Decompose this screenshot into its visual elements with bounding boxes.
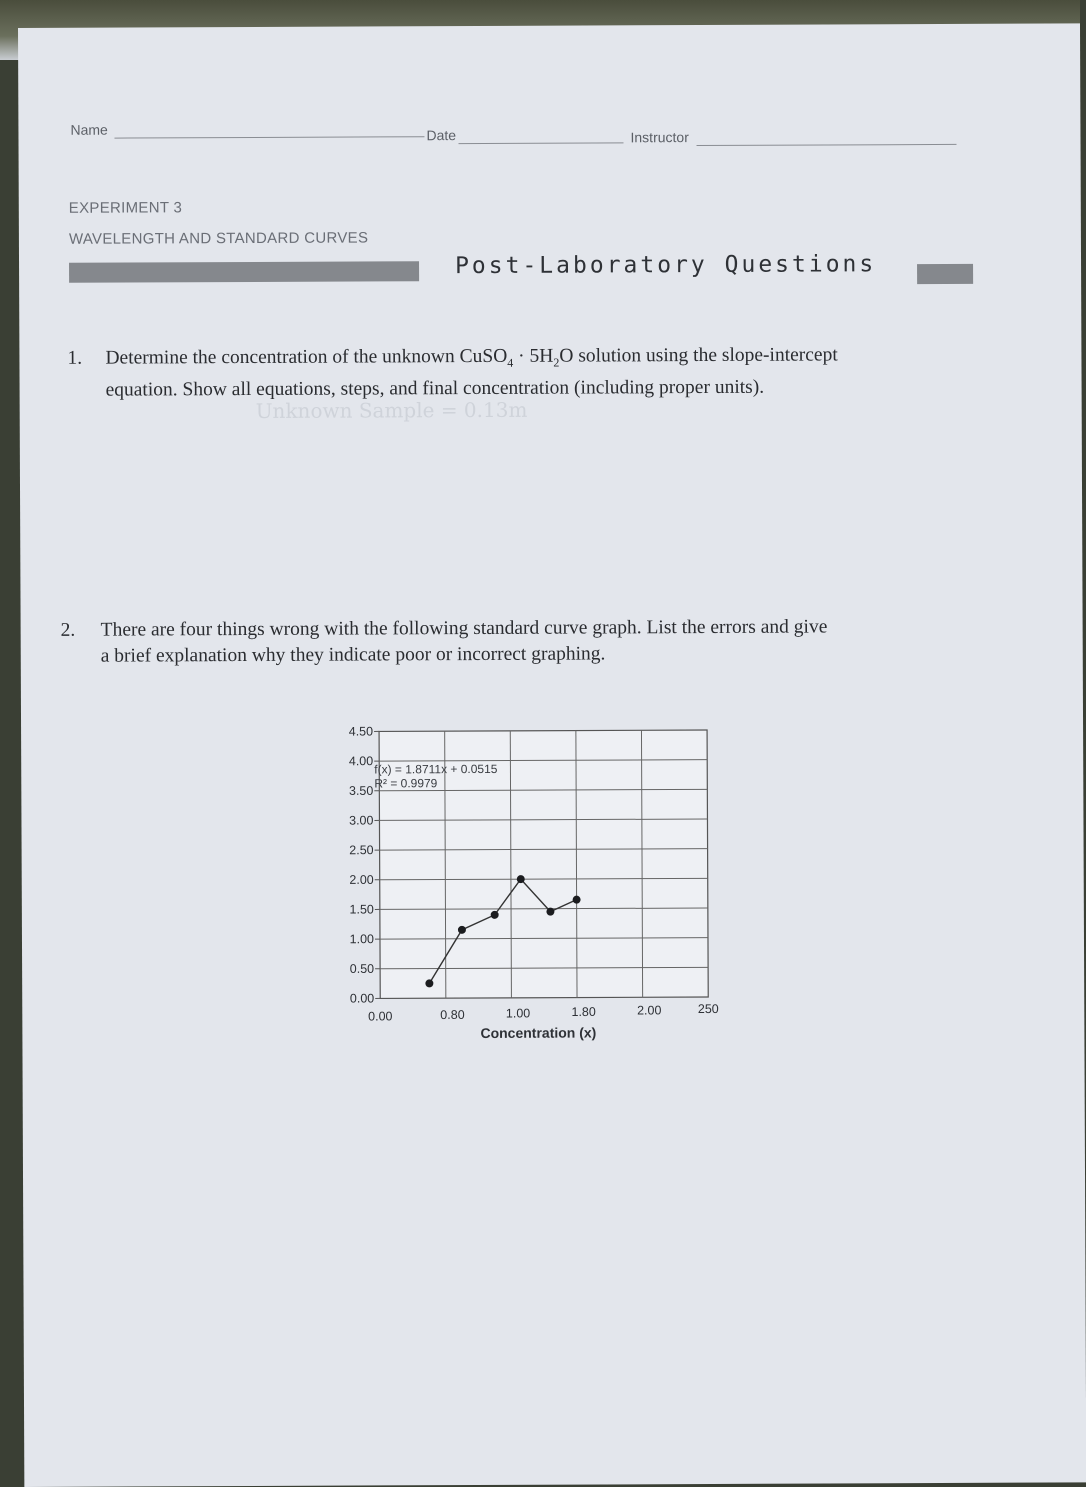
section-divider-bar-left	[69, 261, 419, 283]
x-tick-label: 1.80	[571, 1004, 596, 1019]
x-axis-label: Concentration (x)	[480, 1024, 597, 1041]
x-tick-label: 0.80	[440, 1007, 465, 1022]
data-point	[517, 875, 525, 883]
question-2-number: 2.	[60, 619, 76, 641]
y-tick-label: 0.50	[349, 961, 375, 976]
experiment-title: WAVELENGTH AND STANDARD CURVES	[68, 229, 369, 248]
x-tick-label: 1.00	[505, 1006, 531, 1021]
question-1-number: 1.	[67, 347, 83, 369]
y-tick-label: 1.00	[349, 932, 375, 947]
date-label: Date	[426, 127, 457, 144]
data-point	[573, 896, 581, 904]
experiment-number: EXPERIMENT 3	[68, 199, 183, 217]
data-point	[546, 908, 554, 916]
date-field-line[interactable]	[459, 142, 624, 144]
x-tick-label: 250	[697, 1001, 719, 1017]
x-axis-ticks	[368, 1002, 719, 1024]
x-tick-label: 0.00	[368, 1009, 393, 1024]
y-tick-label: 2.50	[349, 843, 374, 858]
question-1-text: Determine the concentration of the unknown CuSO$_4$ · $5H_2O$ solution using the slope-intercept equation. Show all equations, steps, and final concentration (including proper units).	[105, 344, 838, 401]
y-tick-label: 0.00	[349, 991, 375, 1006]
data-point	[491, 911, 499, 919]
data-point	[458, 926, 466, 934]
question-2-text: There are four things wrong with the following standard curve graph. List the errors and give a brief explanation why they indicate poor or incorrect graphing.	[100, 616, 828, 667]
y-tick-label: 4.50	[348, 724, 374, 739]
worksheet-page	[18, 23, 1086, 1487]
y-tick-label: 4.00	[348, 754, 374, 769]
section-title: Post-Laboratory Questions	[454, 251, 877, 280]
x-tick-label: 2.00	[637, 1003, 662, 1018]
faint-handwriting: Unknown Sample = 0.13m	[255, 397, 528, 423]
instructor-label: Instructor	[630, 129, 689, 146]
standard-curve-chart	[311, 685, 719, 1057]
trendline-equation: f(x) = 1.8711x + 0.0515	[374, 761, 498, 777]
y-tick-label: 1.50	[349, 902, 374, 917]
instructor-field-line[interactable]	[697, 144, 957, 146]
r-squared-label: R² = 0.9979	[374, 776, 438, 791]
y-tick-label: 3.50	[348, 783, 374, 798]
name-label: Name	[70, 121, 108, 138]
y-tick-label: 3.00	[349, 813, 374, 828]
data-point	[425, 979, 433, 987]
section-divider-bar-right	[917, 264, 973, 284]
y-tick-label: 2.00	[349, 872, 374, 887]
name-field-line[interactable]	[114, 136, 424, 138]
